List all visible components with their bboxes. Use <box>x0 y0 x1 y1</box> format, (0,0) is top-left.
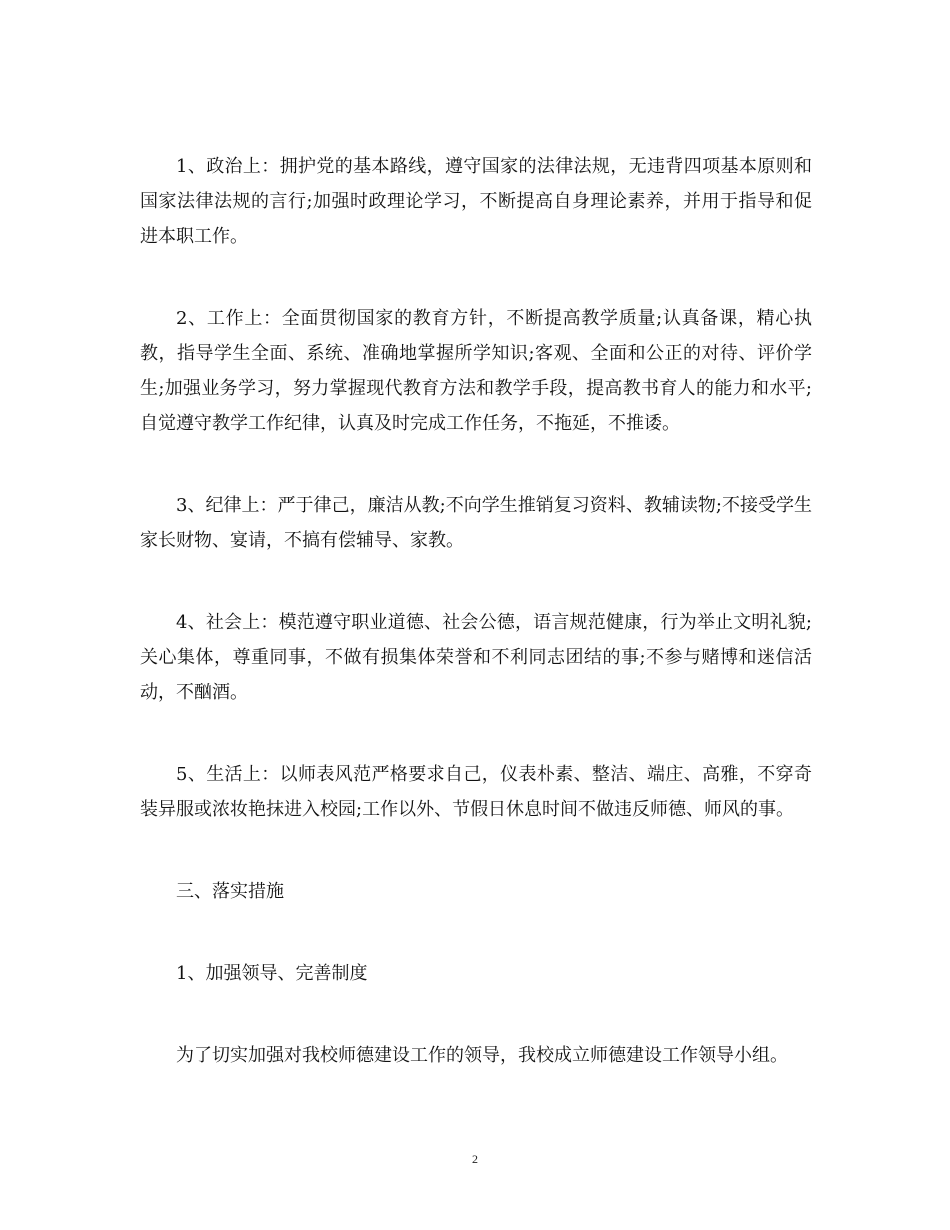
section-heading-measures: 三、落实措施 <box>176 881 284 902</box>
paragraph-political: 1、政治上：拥护党的基本路线，遵守国家的法律法规，无违背四项基本原则和国家法律法规的言行;加强时政理论学习，不断提高自身理论素养，并用于指导和促进本职工作。 <box>140 156 812 247</box>
document-body <box>140 149 812 1073</box>
paragraph-life: 5、生活上：以师表风范严格要求自己，仪表朴素、整洁、端庄、高雅，不穿奇装异服或浓妆艳抹进入校园;工作以外、节假日休息时间不做违反师德、师风的事。 <box>140 764 812 820</box>
subheading-leadership: 1、加强领导、完善制度 <box>176 963 368 984</box>
page-number: 2 <box>472 1152 478 1166</box>
paragraph-discipline: 3、纪律上：严于律己，廉洁从教;不向学生推销复习资料、教辅读物;不接受学生家长财物、宴请，不搞有偿辅导、家教。 <box>140 495 812 551</box>
paragraph-work: 2、工作上：全面贯彻国家的教育方针，不断提高教学质量;认真备课，精心执教，指导学生全面、系统、准确地掌握所学知识;客观、全面和公正的对待、评价学生;加强业务学习，努力掌握现代教育方法和教学手段，提高教书育人的能力和水平;自觉遵守教学工作纪律，认真及时完成工作任务，不拖延，不推诿。 <box>140 308 812 434</box>
paragraph-leadership-group: 为了切实加强对我校师德建设工作的领导，我校成立师德建设工作领导小组。 <box>176 1045 788 1066</box>
paragraph-social: 4、社会上：模范遵守职业道德、社会公德，语言规范健康，行为举止文明礼貌;关心集体，尊重同事，不做有损集体荣誉和不利同志团结的事;不参与赌博和迷信活动，不酗酒。 <box>140 612 812 703</box>
